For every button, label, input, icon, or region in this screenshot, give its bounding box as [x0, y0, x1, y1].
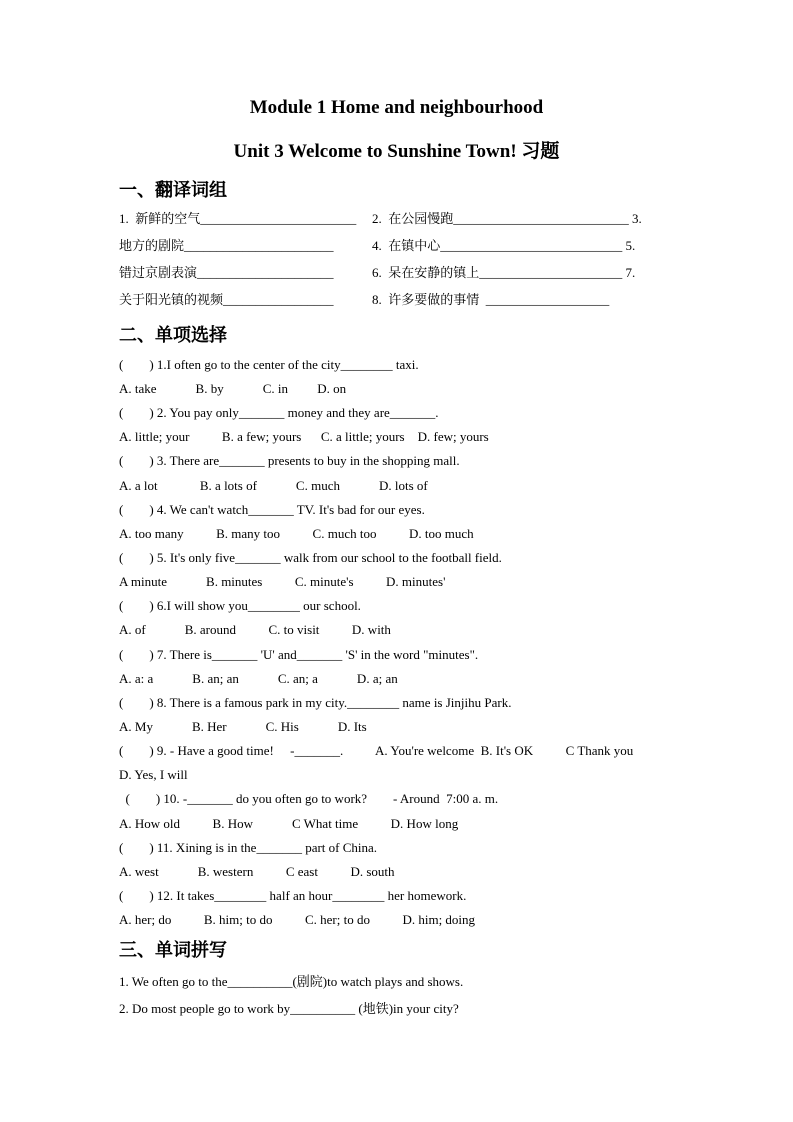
question-line: ( ) 2. You pay only_______ money and they are_______. [119, 405, 439, 420]
question-line: ( ) 5. It's only five_______ walk from our school to the football field. [119, 550, 502, 565]
options-line: A. her; do B. him; to do C. her; to do D. him; doing [119, 912, 476, 927]
section-heading-choice: 二、单项选择 [119, 325, 227, 346]
question-line: ( ) 4. We can't watch_______ TV. It's bad for our eyes. [119, 502, 425, 517]
translate-item: 1. 新鲜的空气________________________ [119, 211, 357, 226]
section-heading-spelling: 三、单词拼写 [119, 940, 227, 961]
question-line: ( ) 12. It takes________ half an hour________ her homework. [119, 888, 467, 903]
options-line: A. of B. around C. to visit D. with [119, 622, 391, 637]
section-heading-translate: 一、翻译词组 [119, 180, 227, 201]
question-line: ( ) 1.I often go to the center of the city________ taxi. [119, 357, 419, 372]
translate-item: 4. 在镇中心____________________________ 5. [372, 238, 636, 253]
translate-item: 错过京剧表演_____________________ [119, 265, 334, 280]
question-line: ( ) 6.I will show you________ our school. [119, 598, 361, 613]
question-line: ( ) 3. There are_______ presents to buy in the shopping mall. [119, 453, 460, 468]
spelling-item: 1. We often go to the__________(剧院)to watch plays and shows. [119, 974, 464, 989]
translate-item: 2. 在公园慢跑___________________________ 3. [372, 211, 642, 226]
spelling-item: 2. Do most people go to work by__________ (地铁)in your city? [119, 1001, 459, 1016]
options-line: A. a: a B. an; an C. an; a D. a; an [119, 671, 398, 686]
question-line: ( ) 10. -_______ do you often go to work? - Around 7:00 a. m. [119, 791, 499, 806]
options-line: A. too many B. many too C. much too D. too much [119, 526, 474, 541]
translate-item: 地方的剧院_______________________ [119, 238, 334, 253]
options-line: A. little; your B. a few; yours C. a little; yours D. few; yours [119, 429, 489, 444]
page-subtitle: Unit 3 Welcome to Sunshine Town! 习题 [233, 141, 560, 162]
options-line: A minute B. minutes C. minute's D. minutes' [119, 574, 446, 589]
page-title: Module 1 Home and neighbourhood [249, 97, 544, 118]
translate-item: 关于阳光镇的视频_________________ [119, 292, 334, 307]
options-line: A. west B. western C east D. south [119, 864, 395, 879]
question-line: ( ) 8. There is a famous park in my city.________ name is Jinjihu Park. [119, 695, 512, 710]
options-line: A. My B. Her C. His D. Its [119, 719, 367, 734]
question-line: ( ) 11. Xining is in the_______ part of China. [119, 840, 378, 855]
options-line: A. How old B. How C What time D. How long [119, 816, 459, 831]
question-line: ( ) 7. There is_______ 'U' and_______ 'S' in the word "minutes". [119, 647, 479, 662]
question-line: ( ) 9. - Have a good time! -_______. A. You're welcome B. It's OK C Thank you [119, 743, 634, 758]
options-line: A. a lot B. a lots of C. much D. lots of [119, 478, 428, 493]
translate-item: 6. 呆在安静的镇上______________________ 7. [372, 265, 636, 280]
translate-item: 8. 许多要做的事情 ___________________ [372, 292, 610, 307]
options-line: A. take B. by C. in D. on [119, 381, 347, 396]
options-line: D. Yes, I will [119, 767, 188, 782]
